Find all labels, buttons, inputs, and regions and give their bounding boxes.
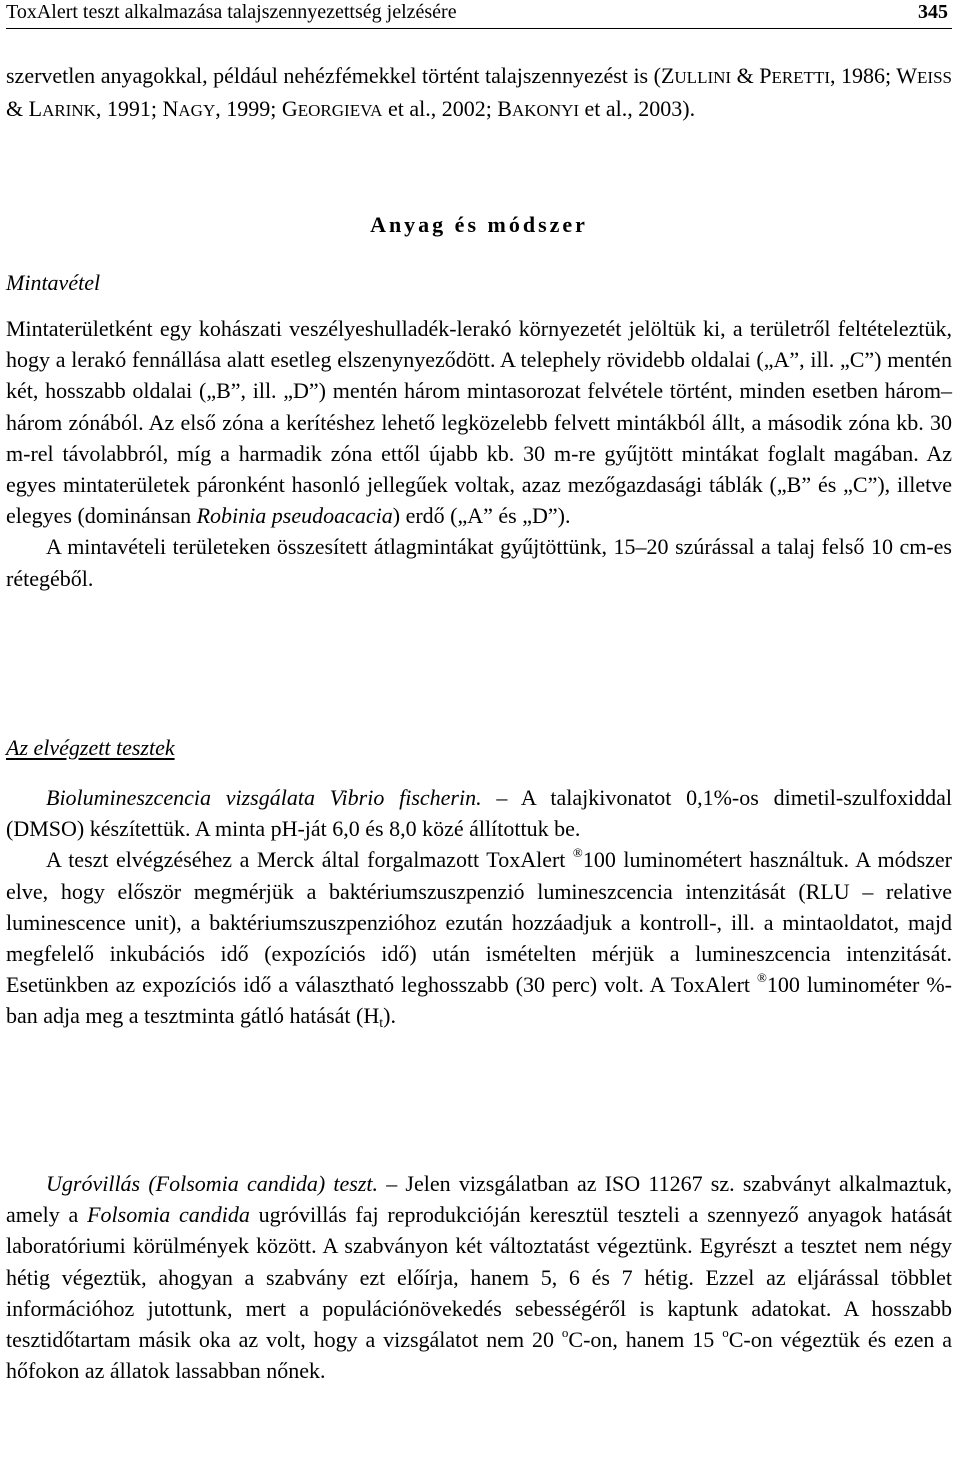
running-head-title: ToxAlert teszt alkalmazása talajszennyezettség jelzésére bbox=[6, 1, 457, 23]
page-number: 345 bbox=[918, 1, 948, 23]
bioluminescence-paragraph: Biolumineszcencia vizsgálata Vibrio fischerin. – A talajkivonatot 0,1%-os dimetil-szulfoxiddal (DMSO) készítettük. A minta pH-ját 6,0 és 8,0 közé állítottuk be. A teszt elvégzéséhez a Merck által forgalmazott ToxAlert ®100 luminométert használtuk. A módszer elve, hogy először megmérjük a baktériumszuszpenzió lumineszcencia intenzitását (RLU – relative luminescence unit), a baktériumszuszpenzióhoz ezután hozzáadjuk a kontroll-, ill. a mintaoldatot, majd megfelelő inkubációs idő (expozíciós idő) után ismételten mérjük a lumineszcencia intenzitását. Esetünkben az expozíciós idő a választható leghosszabb (30 perc) volt. A ToxAlert ®100 luminométer %-ban adja meg a tesztminta gátló hatását $(H_t)$. bbox=[6, 785, 952, 1032]
bioluminescence-title: Biolumineszcencia vizsgálata Vibrio fischerin. bbox=[46, 785, 482, 810]
folsomia-title: Ugróvillás (Folsomia candida) teszt. bbox=[46, 1171, 378, 1196]
subsection-tesztek: Az elvégzett tesztek bbox=[6, 735, 175, 760]
mintavetel-paragraph: Mintaterületként egy kohászati veszélyeshulladék-lerakó környezetét jelöltük ki, a területről feltételeztük, hogy a lerakó fennállása alatt esetleg elszenynyeződött. A telephely rövidebb oldalai („A”, ill. „C”) mentén két, hosszabb oldalai („B”, ill. „D”) mentén három mintasorozat felvétele történt, minden esetben három–három zónából. Az első zóna a kerítéshez lehető legközelebb felvett mintákból állt, a második zóna kb. 30 m-rel távolabbról, míg a harmadik zóna ettől újabb kb. 30 m-re gyűjtött mintákat foglalt magában. Az egyes mintaterületek páronként hasonló jellegűek voltak, azaz mezőgazdasági táblák („B” és „C”), illetve elegyes (dominánsan Robinia pseudoacacia) erdő („A” és „D”). A mintavételi területeken összesített átlagmintákat gyűjtöttünk, 15–20 szúrással a talaj felső 10 cm-es rétegéből. bbox=[6, 316, 952, 591]
running-head bbox=[6, 0, 952, 29]
section-heading: Anyag és módszer bbox=[370, 212, 588, 237]
intro-paragraph: szervetlen anyagokkal, például nehézfémekkel történt talajszennyezést is (ZULLINI & PERETTI, 1986; WEISS & LARINK, 1991; NAGY, 1999; GEORGIEVA et al., 2002; BAKONYI et al., 2003). bbox=[6, 63, 952, 122]
subsection-mintavetel: Mintavétel bbox=[6, 270, 101, 295]
folsomia-paragraph: Ugróvillás (Folsomia candida) teszt. – Jelen vizsgálatban az ISO 11267 sz. szabványt alkalmaztuk, amely a Folsomia candida ugróvillás faj reprodukcióján keresztül teszteli a szennyező anyagok hatását laboratóriumi körülmények között. A szabványon két változtatást végeztünk. Egyrészt a tesztet nem négy hétig végeztük, ahogyan a szabvány ezt előírja, hanem 5, 6 és 7 hétig. Ezzel az eljárással többlet információhoz jutottunk, mert a populációnövekedés sebességéről is kaptunk adatokat. A hosszabb tesztidőtartam másik oka az volt, hogy a vizsgálatot nem 20 $^o$C-on, hanem 15 $^o$C-on végeztük és ezen a hőfokon az állatok lassabban nőnek. bbox=[6, 1171, 952, 1384]
